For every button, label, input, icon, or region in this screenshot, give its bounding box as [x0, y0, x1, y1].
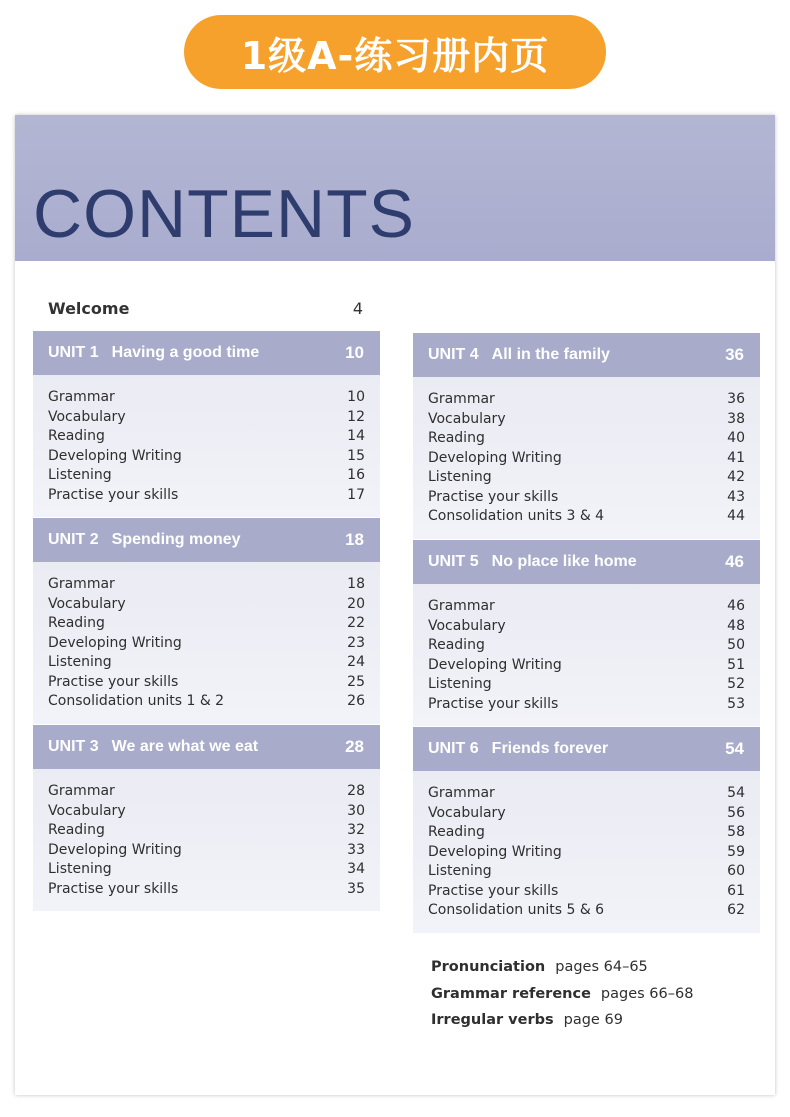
unit-title: Spending money — [111, 531, 241, 548]
item-page: 30 — [347, 802, 365, 819]
item-page: 48 — [727, 617, 745, 634]
unit-block-3 — [33, 725, 380, 911]
item-name: Grammar — [428, 785, 495, 801]
item-name: Listening — [428, 676, 492, 692]
item-page: 33 — [347, 841, 365, 858]
unit-header — [413, 540, 760, 584]
list-item — [48, 692, 365, 712]
unit-items — [413, 584, 760, 726]
list-item — [48, 880, 365, 900]
list-item — [48, 860, 365, 880]
list-item — [428, 804, 745, 824]
item-page: 28 — [347, 783, 365, 799]
list-item — [48, 575, 365, 595]
item-name: Listening — [428, 863, 492, 879]
reference-pages: pages 66–68 — [600, 985, 694, 1002]
item-name: Practise your skills — [428, 695, 559, 712]
item-name: Listening — [48, 861, 112, 877]
reference-pages: page 69 — [563, 1012, 623, 1028]
item-name: Consolidation units 1 & 2 — [48, 693, 225, 709]
item-name: Vocabulary — [428, 410, 506, 427]
item-page: 20 — [347, 595, 365, 612]
list-item — [48, 614, 365, 634]
item-page: 61 — [727, 882, 745, 899]
item-name: Practise your skills — [48, 673, 179, 690]
unit-title: No place like home — [491, 553, 637, 570]
list-item — [428, 468, 745, 488]
contents-page — [15, 115, 775, 1095]
list-item — [428, 882, 745, 902]
unit-label: UNIT 4 — [428, 346, 479, 363]
unit-block-5 — [413, 540, 760, 726]
list-item — [428, 823, 745, 843]
list-item — [428, 429, 745, 449]
unit-header — [413, 333, 760, 377]
list-item — [428, 390, 745, 410]
unit-title: Having a good time — [111, 344, 260, 361]
item-name: Developing Writing — [48, 447, 182, 464]
reference-item — [431, 981, 693, 1008]
item-name: Grammar — [428, 391, 495, 407]
item-page: 10 — [347, 389, 365, 405]
item-page: 56 — [727, 804, 745, 821]
list-item — [48, 486, 365, 506]
unit-page: 54 — [725, 739, 744, 758]
item-page: 18 — [347, 576, 365, 592]
item-name: Reading — [428, 637, 485, 653]
unit-items — [33, 375, 380, 517]
unit-page: 18 — [345, 530, 364, 549]
list-item — [428, 656, 745, 676]
item-page: 40 — [727, 430, 745, 446]
reference-label: Irregular verbs — [431, 1012, 554, 1028]
item-name: Vocabulary — [428, 617, 506, 634]
item-name: Consolidation units 5 & 6 — [428, 902, 605, 918]
item-page: 22 — [347, 615, 365, 631]
item-name: Developing Writing — [428, 656, 562, 673]
unit-label: UNIT 3 — [48, 738, 99, 755]
item-name: Practise your skills — [428, 488, 559, 505]
unit-items — [413, 771, 760, 933]
item-page: 42 — [727, 469, 745, 485]
item-name: Vocabulary — [48, 802, 126, 819]
item-name: Developing Writing — [48, 841, 182, 858]
list-item — [48, 447, 365, 467]
list-item — [428, 488, 745, 508]
list-item — [48, 408, 365, 428]
reference-pages: pages 64–65 — [555, 959, 648, 975]
item-name: Reading — [428, 824, 485, 840]
item-page: 17 — [347, 486, 365, 503]
unit-items — [413, 377, 760, 539]
reference-label: Grammar reference — [431, 985, 591, 1002]
unit-header — [33, 518, 380, 562]
item-name: Developing Writing — [428, 843, 562, 860]
list-item — [48, 782, 365, 802]
unit-title: All in the family — [491, 346, 610, 363]
list-item — [428, 675, 745, 695]
list-item — [428, 843, 745, 863]
item-name: Grammar — [48, 576, 115, 592]
unit-label: UNIT 6 — [428, 740, 479, 757]
welcome-label: Welcome — [48, 298, 130, 318]
item-page: 59 — [727, 843, 745, 860]
item-page: 12 — [347, 408, 365, 425]
unit-label: UNIT 1 — [48, 344, 99, 361]
item-page: 26 — [347, 693, 365, 709]
item-page: 43 — [727, 488, 745, 505]
list-item — [48, 595, 365, 615]
item-page: 38 — [727, 410, 745, 427]
reference-list — [431, 954, 693, 1034]
list-item — [428, 507, 745, 527]
item-name: Developing Writing — [48, 634, 182, 651]
list-item — [428, 901, 745, 921]
item-page: 44 — [727, 508, 745, 524]
welcome-page: 4 — [352, 298, 363, 318]
list-item — [428, 784, 745, 804]
unit-page: 28 — [345, 737, 364, 756]
list-item — [48, 427, 365, 447]
unit-block-1 — [33, 331, 380, 517]
list-item — [48, 673, 365, 693]
reference-item — [431, 1007, 693, 1034]
item-name: Grammar — [428, 598, 495, 614]
item-name: Reading — [428, 430, 485, 446]
item-page: 15 — [347, 447, 365, 464]
item-name: Practise your skills — [48, 880, 179, 897]
item-name: Grammar — [48, 389, 115, 405]
list-item — [48, 466, 365, 486]
welcome-row — [48, 296, 363, 320]
list-item — [48, 388, 365, 408]
item-page: 51 — [727, 656, 745, 673]
unit-header — [33, 331, 380, 375]
item-name: Vocabulary — [48, 595, 126, 612]
item-name: Grammar — [48, 783, 115, 799]
list-item — [48, 634, 365, 654]
header-band — [15, 115, 775, 261]
item-name: Practise your skills — [48, 486, 179, 503]
unit-page: 46 — [725, 552, 744, 571]
unit-block-6 — [413, 727, 760, 933]
item-name: Listening — [48, 654, 112, 670]
item-name: Vocabulary — [428, 804, 506, 821]
unit-block-2 — [33, 518, 380, 724]
item-page: 46 — [727, 598, 745, 614]
banner-title: 1级A-练习册内页 — [240, 33, 550, 78]
item-name: Listening — [428, 469, 492, 485]
item-page: 24 — [347, 654, 365, 670]
list-item — [48, 802, 365, 822]
list-item — [428, 617, 745, 637]
reference-label: Pronunciation — [431, 959, 546, 975]
item-page: 34 — [347, 861, 365, 877]
unit-items — [33, 562, 380, 724]
list-item — [428, 862, 745, 882]
unit-items — [33, 769, 380, 911]
item-page: 23 — [347, 634, 365, 651]
list-item — [428, 636, 745, 656]
list-item — [48, 821, 365, 841]
item-page: 36 — [727, 391, 745, 407]
item-page: 62 — [727, 902, 745, 918]
page-title: CONTENTS — [33, 176, 415, 252]
item-name: Reading — [48, 615, 105, 631]
item-page: 53 — [727, 695, 745, 712]
unit-page: 10 — [345, 343, 364, 362]
item-page: 52 — [727, 676, 745, 692]
item-name: Vocabulary — [48, 408, 126, 425]
item-page: 14 — [347, 428, 365, 444]
unit-title: Friends forever — [491, 740, 609, 757]
unit-title: We are what we eat — [111, 738, 259, 755]
unit-page: 36 — [725, 345, 744, 364]
unit-header — [33, 725, 380, 769]
list-item — [48, 841, 365, 861]
list-item — [428, 695, 745, 715]
item-name: Reading — [48, 428, 105, 444]
reference-item — [431, 954, 693, 981]
unit-label: UNIT 2 — [48, 531, 99, 548]
item-page: 58 — [727, 824, 745, 840]
unit-header — [413, 727, 760, 771]
item-name: Listening — [48, 467, 112, 483]
item-page: 32 — [347, 822, 365, 838]
list-item — [428, 449, 745, 469]
item-page: 35 — [347, 880, 365, 897]
item-page: 41 — [727, 449, 745, 466]
unit-block-4 — [413, 333, 760, 539]
item-page: 50 — [727, 637, 745, 653]
promo-banner — [184, 15, 606, 89]
unit-label: UNIT 5 — [428, 553, 479, 570]
item-name: Consolidation units 3 & 4 — [428, 508, 605, 524]
item-name: Developing Writing — [428, 449, 562, 466]
item-page: 60 — [727, 863, 745, 879]
list-item — [48, 653, 365, 673]
item-page: 25 — [347, 673, 365, 690]
list-item — [428, 410, 745, 430]
item-name: Practise your skills — [428, 882, 559, 899]
item-page: 16 — [347, 467, 365, 483]
item-page: 54 — [727, 785, 745, 801]
list-item — [428, 597, 745, 617]
item-name: Reading — [48, 822, 105, 838]
